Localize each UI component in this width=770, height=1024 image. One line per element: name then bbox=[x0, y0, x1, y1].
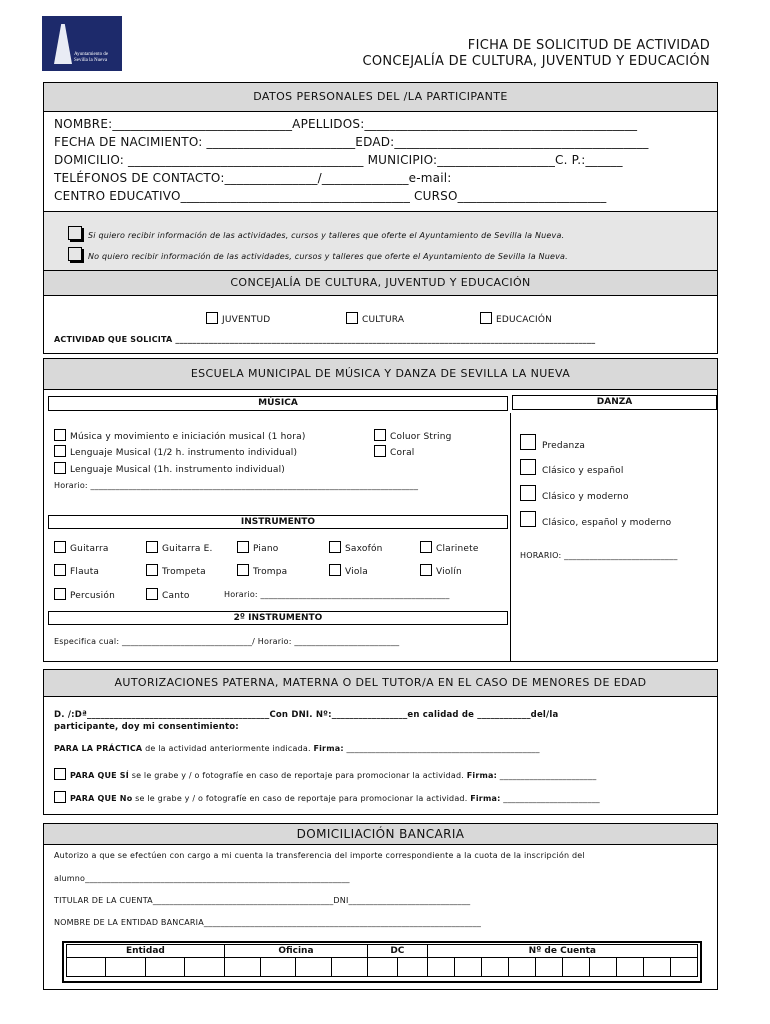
instrument-trompeta[interactable]: Trompeta bbox=[146, 564, 206, 577]
dc-digit[interactable] bbox=[368, 958, 398, 977]
checkbox-icon[interactable] bbox=[329, 541, 341, 553]
checkbox-icon[interactable] bbox=[54, 588, 66, 600]
info-yes-option[interactable]: Si quiero recibir información de las actividades, cursos y talleres que oferte el Ayuntamiento de Sevilla la Nueva. bbox=[68, 226, 564, 240]
cuenta-digit[interactable] bbox=[643, 958, 670, 977]
section-title: DOMICILIACIÓN BANCARIA bbox=[44, 824, 717, 845]
cuenta-digit[interactable] bbox=[427, 958, 454, 977]
checkbox-icon[interactable] bbox=[68, 226, 82, 240]
instrument-percusion[interactable]: Percusión bbox=[54, 588, 115, 601]
instrument-guitarra-e[interactable]: Guitarra E. bbox=[146, 541, 213, 554]
dc-digit[interactable] bbox=[397, 958, 427, 977]
entidad-digit[interactable] bbox=[67, 958, 106, 977]
instrument-guitarra[interactable]: Guitarra bbox=[54, 541, 109, 554]
authorizations-section bbox=[43, 669, 718, 815]
musica-option-3[interactable]: Lenguaje Musical (1h. instrumento individual) bbox=[54, 462, 285, 475]
photo-yes-option[interactable]: PARA QUE SÍ se le grabe y / o fotografíe en caso de reportaje para promocionar la actividad. Firma: _______________________ bbox=[54, 768, 596, 780]
instrument-piano[interactable]: Piano bbox=[237, 541, 278, 554]
checkbox-icon[interactable] bbox=[68, 247, 82, 261]
checkbox-icon[interactable] bbox=[346, 312, 358, 324]
horario-field[interactable]: Horario: ______________________________________________________________________________ bbox=[54, 481, 419, 490]
entidad-header: Entidad bbox=[67, 945, 225, 958]
entidad-digit[interactable] bbox=[106, 958, 145, 977]
entidad-digit[interactable] bbox=[185, 958, 225, 977]
oficina-digit[interactable] bbox=[260, 958, 296, 977]
checkbox-icon[interactable] bbox=[520, 459, 536, 475]
checkbox-icon[interactable] bbox=[54, 564, 66, 576]
checkbox-icon[interactable] bbox=[54, 445, 66, 457]
oficina-header: Oficina bbox=[224, 945, 367, 958]
section-title: DATOS PERSONALES DEL /LA PARTICIPANTE bbox=[44, 83, 717, 112]
name-field[interactable]: NOMBRE:_____________________________APELLIDOS:____________________________________________ bbox=[54, 117, 638, 131]
checkbox-icon[interactable] bbox=[420, 564, 432, 576]
form-subtitle: CONCEJALÍA DE CULTURA, JUVENTUD Y EDUCACIÓN bbox=[362, 54, 710, 69]
checkbox-icon[interactable] bbox=[480, 312, 492, 324]
birthdate-field[interactable]: FECHA DE NACIMIENTO: ________________________EDAD:_________________________________________ bbox=[54, 135, 649, 149]
instrument-flauta[interactable]: Flauta bbox=[54, 564, 99, 577]
danza-predanza[interactable]: Predanza bbox=[520, 434, 585, 451]
oficina-digit[interactable] bbox=[224, 958, 260, 977]
cuenta-header: Nº de Cuenta bbox=[427, 945, 697, 958]
checkbox-icon[interactable] bbox=[237, 541, 249, 553]
checkbox-icon[interactable] bbox=[374, 445, 386, 457]
checkbox-icon[interactable] bbox=[146, 588, 158, 600]
checkbox-icon[interactable] bbox=[54, 791, 66, 803]
practice-consent: PARA LA PRÁCTICA de la actividad anteriormente indicada. Firma: ______________________________________________ bbox=[54, 744, 540, 753]
info-no-option[interactable]: No quiero recibir información de las actividades, cursos y talleres que oferte el Ayuntamiento de Sevilla la Nueva. bbox=[68, 247, 568, 261]
musica-option-2[interactable]: Lenguaje Musical (1/2 h. instrumento individual) bbox=[54, 445, 297, 458]
instrument-violin[interactable]: Violín bbox=[420, 564, 462, 577]
tower-icon bbox=[54, 24, 72, 64]
cuenta-digit[interactable] bbox=[508, 958, 535, 977]
checkbox-icon[interactable] bbox=[237, 564, 249, 576]
logo-text: Ayuntamiento de Sevilla la Nueva bbox=[74, 52, 109, 63]
section-title: CONCEJALÍA DE CULTURA, JUVENTUD Y EDUCACIÓN bbox=[44, 271, 717, 296]
account-number-table bbox=[66, 944, 698, 977]
checkbox-icon[interactable] bbox=[54, 462, 66, 474]
segundo-instrumento-header: 2º INSTRUMENTO bbox=[48, 611, 508, 625]
photo-no-option[interactable]: PARA QUE No se le grabe y / o fotografíe en caso de reportaje para promocionar la actividad. Firma: _______________________ bbox=[54, 791, 600, 803]
phone-field[interactable]: TELÉFONOS DE CONTACTO:_______________/______________e-mail: bbox=[54, 171, 452, 185]
student-field[interactable]: alumno_______________________________________________________________ bbox=[54, 874, 350, 883]
music-dance-school-section bbox=[43, 358, 718, 662]
form-title: FICHA DE SOLICITUD DE ACTIVIDAD bbox=[467, 38, 710, 53]
segundo-instrumento-field[interactable]: Especifica cual: _______________________________/ Horario: _________________________ bbox=[54, 637, 400, 646]
activity-field[interactable]: ACTIVIDAD QUE SOLICITA ____________________________________________________________________________________________________ bbox=[54, 335, 596, 344]
cuenta-digit[interactable] bbox=[616, 958, 643, 977]
checkbox-icon[interactable] bbox=[520, 511, 536, 527]
bank-authorization-text: Autorizo a que se efectúen con cargo a mi cuenta la transferencia del importe correspondiente a la cuota de la inscripción del bbox=[54, 851, 585, 860]
dc-header: DC bbox=[368, 945, 428, 958]
musica-header: MÚSICA bbox=[48, 396, 508, 411]
cuenta-digit[interactable] bbox=[454, 958, 481, 977]
municipal-logo bbox=[42, 16, 122, 71]
checkbox-icon[interactable] bbox=[520, 434, 536, 450]
checkbox-icon[interactable] bbox=[54, 541, 66, 553]
checkbox-icon[interactable] bbox=[374, 429, 386, 441]
juventud-option[interactable]: JUVENTUD bbox=[206, 312, 270, 325]
consent-text: participante, doy mi consentimiento: bbox=[54, 722, 239, 732]
section-title: ESCUELA MUNICIPAL DE MÚSICA Y DANZA DE SEVILLA LA NUEVA bbox=[44, 359, 717, 390]
tutor-field[interactable]: D. /:Dª_________________________________________Con DNI. Nº:_________________en calidad de ____________del/la bbox=[54, 710, 559, 720]
instrument-canto[interactable]: Canto bbox=[146, 588, 190, 601]
checkbox-icon[interactable] bbox=[146, 564, 158, 576]
cuenta-digit[interactable] bbox=[535, 958, 562, 977]
educacion-option[interactable]: EDUCACIÓN bbox=[480, 312, 552, 325]
checkbox-icon[interactable] bbox=[146, 541, 158, 553]
entidad-digit[interactable] bbox=[145, 958, 184, 977]
checkbox-icon[interactable] bbox=[520, 485, 536, 501]
concejalia-section bbox=[43, 270, 718, 354]
instrument-clarinete[interactable]: Clarinete bbox=[420, 541, 479, 554]
danza-horario-field[interactable]: HORARIO: ___________________________ bbox=[520, 551, 678, 560]
signature-field[interactable]: ______________________________________________ bbox=[343, 744, 540, 753]
instrument-horario-field[interactable]: Horario: _____________________________________________ bbox=[224, 590, 450, 599]
cuenta-digit[interactable] bbox=[562, 958, 589, 977]
instrumento-header: INSTRUMENTO bbox=[48, 515, 508, 529]
checkbox-icon[interactable] bbox=[420, 541, 432, 553]
colour-string-option[interactable]: Coluor String bbox=[374, 429, 452, 442]
bank-name-field[interactable]: NOMBRE DE LA ENTIDAD BANCARIA__________________________________________________________________ bbox=[54, 918, 482, 927]
account-holder-field[interactable]: TITULAR DE LA CUENTA___________________________________________DNI_____________________________ bbox=[54, 896, 471, 905]
coral-option[interactable]: Coral bbox=[374, 445, 415, 458]
oficina-digit[interactable] bbox=[332, 958, 368, 977]
checkbox-icon[interactable] bbox=[329, 564, 341, 576]
cultura-option[interactable]: CULTURA bbox=[346, 312, 404, 325]
cuenta-digit[interactable] bbox=[481, 958, 508, 977]
danza-clasico-moderno[interactable]: Clásico y moderno bbox=[520, 485, 629, 502]
address-field[interactable]: DOMICILIO: ______________________________________ MUNICIPIO:___________________C. P.:______ bbox=[54, 153, 623, 167]
personal-data-section bbox=[43, 82, 718, 270]
cuenta-digit[interactable] bbox=[589, 958, 616, 977]
instrument-saxofon[interactable]: Saxofón bbox=[329, 541, 383, 554]
checkbox-icon[interactable] bbox=[54, 429, 66, 441]
oficina-digit[interactable] bbox=[296, 958, 332, 977]
instrument-trompa[interactable]: Trompa bbox=[237, 564, 287, 577]
checkbox-icon[interactable] bbox=[54, 768, 66, 780]
bank-section bbox=[43, 823, 718, 990]
danza-header: DANZA bbox=[512, 395, 717, 410]
danza-clasico-espanol[interactable]: Clásico y español bbox=[520, 459, 624, 476]
checkbox-icon[interactable] bbox=[206, 312, 218, 324]
cuenta-digit[interactable] bbox=[670, 958, 697, 977]
school-field[interactable]: CENTRO EDUCATIVO_____________________________________ CURSO________________________ bbox=[54, 189, 607, 203]
musica-option-1[interactable]: Música y movimiento e iniciación musical (1 hora) bbox=[54, 429, 306, 442]
instrument-viola[interactable]: Viola bbox=[329, 564, 368, 577]
danza-clasico-espanol-moderno[interactable]: Clásico, español y moderno bbox=[520, 511, 671, 528]
section-title: AUTORIZACIONES PATERNA, MATERNA O DEL TUTOR/A EN EL CASO DE MENORES DE EDAD bbox=[44, 670, 717, 697]
